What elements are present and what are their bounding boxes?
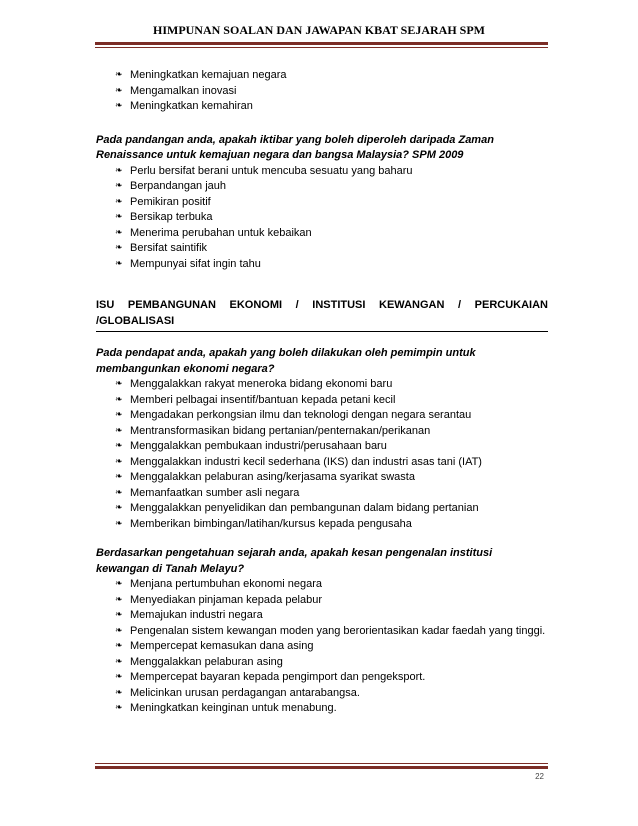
list-item-text: Memberi pelbagai insentif/bantuan kepada petani kecil [130, 393, 396, 406]
bullet-icon: ❧ [115, 687, 123, 698]
bullet-icon: ❧ [115, 672, 123, 682]
bullet-icon: ❧ [115, 243, 123, 253]
footer-rule-thin [95, 763, 548, 764]
renaissance-answer-list [96, 164, 548, 273]
list-item-text: Menggalakkan pelaburan asing [130, 655, 283, 668]
bullet-icon: ❧ [115, 181, 123, 191]
list-item [96, 408, 548, 424]
list-item [96, 455, 548, 471]
bullet-icon: ❧ [115, 379, 123, 389]
section-heading-word: PEMBANGUNAN [127, 299, 216, 311]
list-item [96, 179, 548, 195]
list-item-text: Melicinkan urusan perdagangan antarabangsa. [130, 686, 360, 699]
section-heading-word: KEWANGAN [379, 299, 445, 311]
section-heading-word: PERCUKAIAN [474, 299, 548, 311]
list-item [96, 624, 548, 640]
bullet-icon: ❧ [115, 656, 123, 667]
list-item [96, 655, 548, 671]
question-renaissance: Pada pandangan anda, apakah iktibar yang boleh diperoleh daripada Zaman Renaissance untuk kemajuan negara dan bangsa Malaysia? SPM 2009 [96, 133, 494, 161]
list-item [96, 577, 548, 593]
header-rule-thin [95, 47, 548, 48]
list-item [96, 701, 548, 717]
list-item [96, 501, 548, 517]
list-item-text: Mentransformasikan bidang pertanian/penternakan/perikanan [130, 424, 431, 437]
bullet-icon: ❧ [115, 425, 123, 436]
list-item-text: Memberikan bimbingan/latihan/kursus kepada pengusaha [130, 517, 412, 530]
bullet-icon: ❧ [115, 579, 123, 589]
list-item [96, 670, 548, 686]
list-item-text: Mempercepat bayaran kepada pengimport dan pengeksport. [130, 671, 426, 683]
section-heading-line2: /GLOBALISASI [96, 314, 175, 327]
list-item-text: Meningkatkan kemahiran [130, 100, 253, 112]
section-heading-word: EKONOMI [229, 299, 283, 311]
bullet-icon: ❧ [115, 258, 123, 269]
header-rule-thick [95, 42, 548, 45]
list-item [96, 393, 548, 409]
list-item [96, 686, 548, 702]
bullet-icon: ❧ [115, 227, 123, 238]
bullet-icon: ❧ [115, 456, 123, 467]
list-item [96, 639, 548, 655]
bullet-icon: ❧ [115, 410, 123, 420]
list-item-text: Mengamalkan inovasi [130, 84, 237, 97]
bullet-icon: ❧ [115, 85, 123, 96]
bullet-icon: ❧ [115, 610, 123, 620]
list-item [96, 210, 548, 226]
list-item [96, 470, 548, 486]
list-item-text: Menggalakkan pelaburan asing/kerjasama syarikat swasta [130, 471, 415, 483]
list-item [96, 164, 548, 180]
list-item [96, 424, 548, 440]
section-heading-word: INSTITUSI [312, 299, 366, 311]
bullet-icon: ❧ [115, 394, 123, 405]
bullet-icon: ❧ [115, 594, 123, 605]
bullet-icon: ❧ [115, 101, 123, 111]
list-item [96, 84, 548, 100]
financial-answer-list [96, 577, 548, 717]
page-content [96, 68, 548, 717]
bullet-icon: ❧ [115, 472, 123, 482]
page-number: 22 [535, 772, 544, 781]
list-item-text: Menerima perubahan untuk kebaikan [130, 226, 312, 239]
section-heading [96, 298, 548, 314]
bullet-icon: ❧ [115, 165, 123, 176]
list-item [96, 195, 548, 211]
footer-rule-thick [95, 766, 548, 769]
list-item-text: Mengadakan perkongsian ilmu dan teknologi dengan negara serantau [130, 409, 472, 421]
list-item [96, 593, 548, 609]
page-header-title: HIMPUNAN SOALAN DAN JAWAPAN KBAT SEJARAH SPM [152, 23, 485, 37]
bullet-icon: ❧ [115, 518, 123, 529]
list-item [96, 517, 548, 533]
list-item [96, 439, 548, 455]
list-item-text: Pengenalan sistem kewangan moden yang berorientasikan kadar faedah yang tinggi. [130, 624, 546, 637]
section-heading-word: / [295, 299, 299, 311]
intro-answer-list [96, 68, 548, 115]
list-item-text: Memanfaatkan sumber asli negara [130, 486, 300, 499]
economic-answer-list [96, 377, 548, 532]
list-item-text: Menjana pertumbuhan ekonomi negara [130, 578, 323, 590]
list-item [96, 68, 548, 84]
list-item-text: Menggalakkan rakyat meneroka bidang ekonomi baru [130, 378, 393, 390]
list-item [96, 608, 548, 624]
list-item-text: Memajukan industri negara [130, 609, 263, 621]
list-item-text: Menggalakkan pembukaan industri/perusahaan baru [130, 440, 387, 452]
list-item-text: Berpandangan jauh [130, 180, 227, 192]
list-item [96, 377, 548, 393]
list-item-text: Menyediakan pinjaman kepada pelabur [130, 593, 323, 606]
list-item-text: Perlu bersifat berani untuk mencuba sesuatu yang baharu [130, 164, 413, 177]
bullet-icon: ❧ [115, 503, 123, 513]
list-item-text: Mempunyai sifat ingin tahu [130, 257, 261, 270]
section-heading-word: / [458, 299, 462, 311]
list-item-text: Meningkatkan kemajuan negara [130, 69, 287, 81]
question-financial-institutions: Berdasarkan pengetahuan sejarah anda, apakah kesan pengenalan institusi kewangan di Tanah Melayu? [96, 547, 493, 575]
list-item-text: Bersifat saintifik [130, 242, 208, 254]
list-item [96, 241, 548, 257]
bullet-icon: ❧ [115, 196, 123, 207]
list-item-text: Menggalakkan industri kecil sederhana (IKS) dan industri asas tani (IAT) [130, 455, 482, 468]
bullet-icon: ❧ [115, 625, 123, 636]
list-item-text: Meningkatkan keinginan untuk menabung. [130, 702, 337, 714]
list-item-text: Mempercepat kemasukan dana asing [130, 640, 314, 652]
bullet-icon: ❧ [115, 212, 123, 222]
bullet-icon: ❧ [115, 487, 123, 498]
list-item-text: Pemikiran positif [130, 195, 211, 208]
list-item [96, 257, 548, 273]
bullet-icon: ❧ [115, 703, 123, 713]
bullet-icon: ❧ [115, 441, 123, 451]
section-heading-word: ISU [96, 299, 115, 311]
bullet-icon: ❧ [115, 70, 123, 80]
bullet-icon: ❧ [115, 641, 123, 651]
list-item-text: Bersikap terbuka [130, 211, 213, 223]
question-economic-leaders: Pada pendapat anda, apakah yang boleh dilakukan oleh pemimpin untuk membangunkan ekonomi negara? [96, 347, 476, 375]
list-item-text: Menggalakkan penyelidikan dan pembangunan dalam bidang pertanian [130, 502, 479, 514]
list-item [96, 99, 548, 115]
list-item [96, 226, 548, 242]
list-item [96, 486, 548, 502]
